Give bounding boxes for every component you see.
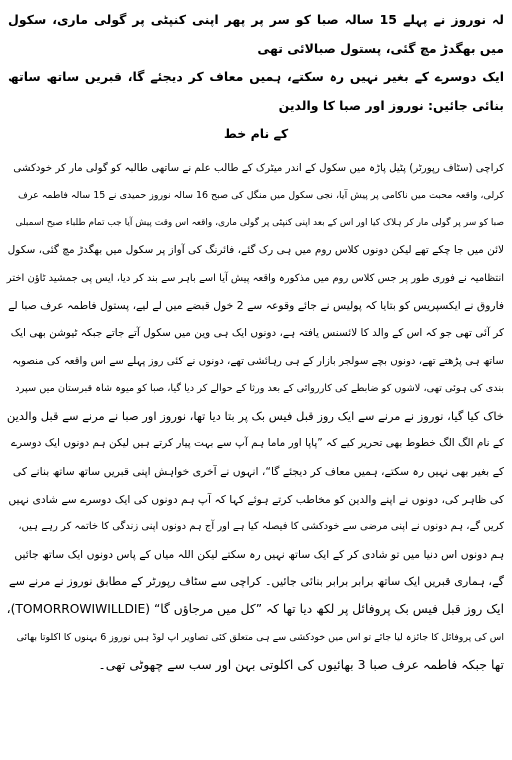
body-line: بندی کی ہوئی تھی، لاشوں کو ضابطے کی کارروائی کے بعد ورثا کے حوالے کر دیا گیا، صبا کو میوہ شاہ قبرستان میں سپرد xyxy=(15,383,504,395)
body-line: کریں گے، ہم دونوں نے اپنی مرضی سے خودکشی کا فیصلہ کیا ہے اور آج ہم دونوں اپنی زندگی کا خاتمہ کر رہے ہیں، xyxy=(18,521,504,533)
body-line: تھا جبکہ فاطمہ عرف صبا 3 بھائیوں کی اکلوتی بہن اور سب سے چھوٹی تھی۔ xyxy=(98,657,504,673)
body-line: لائن میں جا چکے تھے لیکن دونوں کلاس روم میں ہی رک گئے، فائرنگ کی آواز پر سکول میں بھگدڑ مچ گئی، سکول xyxy=(7,244,504,257)
body-line: اس کی پروفائل کا جائزہ لیا جائے تو اس میں خودکشی سے ہی متعلق کئی تصاویر اپ لوڈ ہیں نوروز 6 بہنوں کا اکلوتا بھائی xyxy=(16,631,504,643)
headline-line: کے نام خط xyxy=(223,126,289,141)
article-body xyxy=(8,155,504,679)
body-line: گے، ہماری قبریں ایک ساتھ برابر برابر بنائی جائیں۔ کراچی سے سٹاف رپورٹر کے مطابق نوروز نے مرنے سے xyxy=(8,575,504,589)
body-line: ساتھ ہی پڑھتے تھے، دونوں بچے سولجر بازار کے ہی رہائشی تھے، دونوں نے کئی روز پہلے سے اس واقعہ کی منصوبہ xyxy=(12,354,504,367)
body-line: کرلی، واقعہ محبت میں ناکامی پر پیش آیا، نجی سکول میں منگل کی صبح 16 سالہ نوروز حمیدی نے 15 سالہ فاطمہ عرف xyxy=(18,190,504,202)
headline-line: ایک دوسرے کے بغیر نہیں رہ سکتے، ہمیں معاف کر دیجئے گا، قبریں ساتھ ساتھ بنائی جائیں: نوروز اور صبا کا والدین xyxy=(8,69,504,113)
body-line: ایک روز قبل فیس بک پروفائل پر لکھ دیا تھا کہ ”کل میں مرجاؤں گا“ (TOMORROWIWILLDIE)، xyxy=(6,602,504,616)
body-line: صبا کو سر پر گولی مار کر ہلاک کیا اور اس کے بعد اپنی کنپٹی پر گولی ماری، واقعہ اس وقت پیش آیا جب تمام طلباء صبح اسمبلی xyxy=(15,217,504,228)
body-line: کر آئی تھی جو کہ اس کے والد کا لائسنس یافتہ ہے، دونوں ایک ہی وین میں سکول آتے جاتے جبکہ ٹیوشن بھی ایک xyxy=(10,327,504,340)
body-line: ہم دونوں اس دنیا میں تو شادی کر کے ایک ساتھ نہیں رہ سکتے لیکن اللہ میاں کے پاس دونوں ایک ساتھ جائیں xyxy=(14,547,504,561)
body-line: خاک کیا گیا، نوروز نے مرنے سے ایک روز قبل فیس بک پر بتا دیا تھا، نوروز اور صبا نے مرنے سے قبل والدین xyxy=(6,408,504,423)
body-line: کراچی (سٹاف رپورٹر) پٹیل پاڑہ میں سکول کے اندر میٹرک کے طالب علم نے ساتھی طالبہ کو گولی مار کر خودکشی xyxy=(13,161,504,174)
body-line: فاروق نے ایکسپریس کو بتایا کہ پولیس نے جائے وقوعہ سے 2 خول قبضے میں لے لیے، پستول فاطمہ عرف صبا لے xyxy=(8,299,504,313)
body-line: انتظامیہ نے فوری طور پر جس کلاس روم میں مذکورہ واقعہ پیش آیا اسے باہر سے بند کر دیا، ایس پی جمشید ٹاؤن اختر xyxy=(6,272,504,284)
body-line: کے بغیر بھی نہیں رہ سکتے، ہمیں معاف کر دیجئے گا“، انہوں نے آخری خواہش اپنی قبریں ساتھ ساتھ بنانے کی xyxy=(12,465,504,479)
body-line: کے نام الگ الگ خطوط بھی تحریر کیے کہ ”پاپا اور ماما ہم آپ سے بہت پیار کرتے ہیں لیکن ہم دونوں ایک دوسرے xyxy=(10,437,504,450)
body-line: کی ظاہر کی، دونوں نے اپنے والدین کو مخاطب کرتے ہوئے کہا کہ آپ ہم دونوں کی ایک دوسرے سے شادی نہیں xyxy=(8,492,504,506)
article-headline xyxy=(8,6,504,149)
headline-line: لہ نوروز نے پہلے 15 سالہ صبا کو سر پر پھر اپنی کنپٹی پر گولی ماری، سکول میں بھگدڑ مچ گئی، پستول صبالائی تھی xyxy=(8,12,504,56)
